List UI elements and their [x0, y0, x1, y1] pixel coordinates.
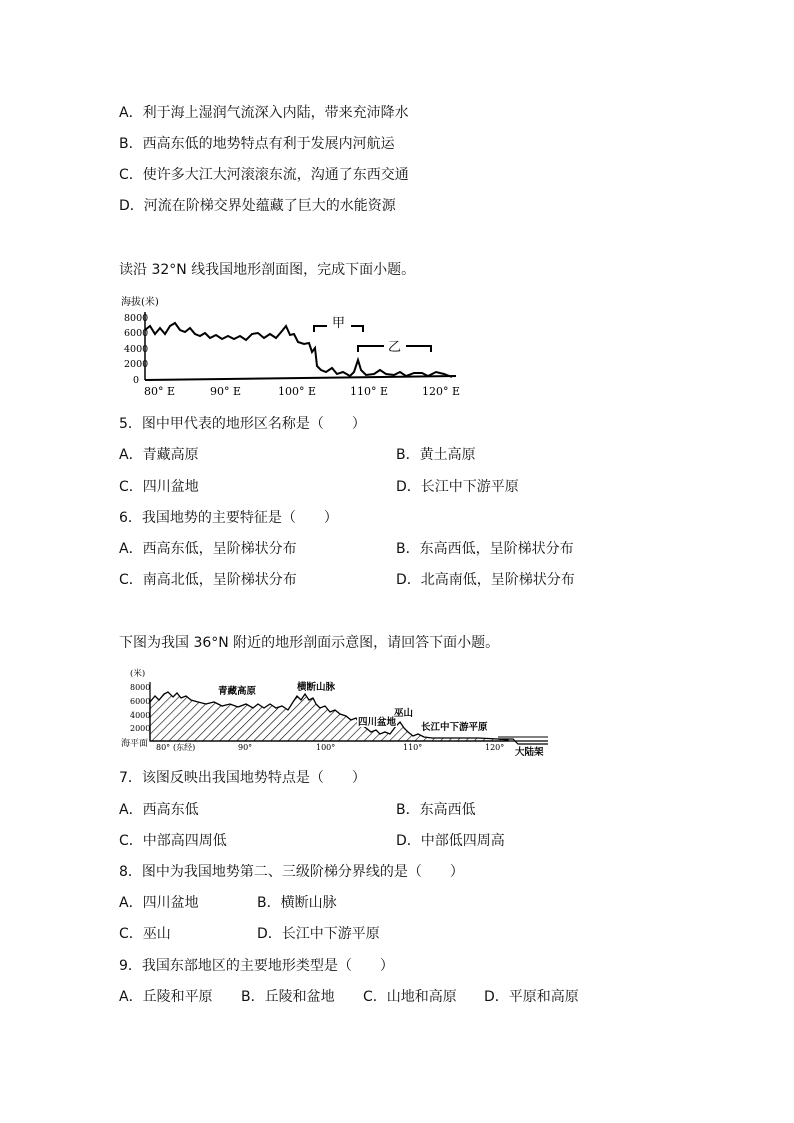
q9-option-a: A．丘陵和平原	[119, 989, 213, 1005]
q6-option-c: C．南高北低，呈阶梯状分布	[119, 572, 297, 588]
fig1-ytick-6000: 6000	[124, 328, 149, 339]
fig2-label-sichuan: 四川盆地	[358, 717, 397, 728]
q5-option-b: B．黄土高原	[396, 447, 476, 463]
fig1-x-axis	[145, 376, 456, 380]
fig1-ylabel: 海拔(米)	[121, 297, 159, 308]
fig2-sea-level: 海平面	[121, 739, 149, 749]
fig1-xtick-120: 120° E	[422, 385, 461, 398]
fig1-ytick-0: 0	[133, 375, 140, 386]
q8-option-a: A．四川盆地	[119, 895, 199, 911]
q9-option-d: D．平原和高原	[484, 989, 579, 1005]
q7-option-d: D．中部低四周高	[396, 833, 505, 849]
q4-option-b: B．西高东低的地势特点有利于发展内河航运	[119, 136, 395, 152]
fig2-label-hengduan: 横断山脉	[297, 682, 336, 693]
q7-option-a: A．西高东低	[119, 802, 199, 818]
q9-option-c: C．山地和高原	[363, 989, 457, 1005]
q8-stem: 8．图中为我国地势第二、三级阶梯分界线的是（ ）	[119, 864, 464, 880]
q6-option-a: A．西高东低，呈阶梯状分布	[119, 541, 297, 557]
q7-option-c: C．中部高四周低	[119, 833, 227, 849]
fig2-ytick-4000: 4000	[130, 711, 151, 720]
q4-option-a: A．利于海上湿润气流深入内陆，带来充沛降水	[119, 105, 409, 121]
q7-stem: 7．该图反映出我国地势特点是（ ）	[119, 770, 366, 786]
q5-option-a: A．青藏高原	[119, 447, 199, 463]
q6-option-b: B．东高西低，呈阶梯状分布	[396, 541, 574, 557]
fig1-ytick-2000: 2000	[124, 359, 149, 370]
q4-option-c: C．使许多大江大河滚滚东流，沟通了东西交通	[119, 167, 409, 183]
q8-option-c: C．巫山	[119, 926, 171, 942]
q9-stem: 9．我国东部地区的主要地形类型是（ ）	[119, 958, 394, 974]
q5-option-d: D．长江中下游平原	[396, 479, 519, 495]
fig1-ytick-8000: 8000	[124, 313, 149, 324]
fig2-xtick-100: 100°	[316, 743, 336, 752]
q4-option-d: D．河流在阶梯交界处蕴藏了巨大的水能资源	[119, 198, 396, 214]
fig2-label-changjiang: 长江中下游平原	[421, 722, 488, 733]
fig2-unit: (米)	[130, 669, 146, 679]
fig2-xtick-120: 120°	[485, 743, 505, 752]
q7-option-b: B．东高西低	[396, 802, 476, 818]
fig1-label-yi: 乙	[388, 340, 402, 355]
fig1-ytick-4000: 4000	[124, 344, 149, 355]
fig2-ytick-8000: 8000	[130, 683, 151, 692]
profile-36n-figure	[118, 664, 553, 758]
q5-option-c: C．四川盆地	[119, 479, 199, 495]
fig2-xtick-90: 90°	[238, 743, 253, 752]
fig2-label-wushan: 巫山	[394, 708, 414, 719]
fig2-terrain	[150, 692, 508, 741]
intro-36n: 下图为我国 36°N 附近的地形剖面示意图，请回答下面小题。	[119, 635, 500, 651]
intro-32n: 读沿 32°N 线我国地形剖面图，完成下面小题。	[119, 262, 416, 278]
q8-option-d: D．长江中下游平原	[257, 926, 380, 942]
fig2-ytick-6000: 6000	[130, 697, 151, 706]
fig2-xtick-110: 110°	[403, 743, 423, 752]
profile-32n-figure	[118, 290, 463, 402]
q9-option-b: B．丘陵和盆地	[241, 989, 335, 1005]
fig1-xtick-80: 80° E	[144, 385, 176, 398]
fig1-xtick-100: 100° E	[278, 385, 317, 398]
q6-option-d: D．北高南低，呈阶梯状分布	[396, 572, 575, 588]
fig1-label-jia: 甲	[332, 316, 346, 331]
q6-stem: 6．我国地势的主要特征是（ ）	[119, 510, 338, 526]
fig2-label-shelf: 大陆架	[515, 747, 544, 758]
fig2-xtick-east: (东经)	[173, 743, 196, 752]
fig1-xtick-90: 90° E	[210, 385, 242, 398]
fig2-ytick-2000: 2000	[130, 724, 151, 733]
q5-stem: 5．图中甲代表的地形区名称是（ ）	[119, 416, 366, 432]
q8-option-b: B．横断山脉	[257, 895, 337, 911]
fig2-label-qinghai-tibet: 青藏高原	[218, 686, 257, 697]
fig1-xtick-110: 110° E	[350, 385, 389, 398]
fig2-xtick-80: 80°	[156, 743, 171, 752]
